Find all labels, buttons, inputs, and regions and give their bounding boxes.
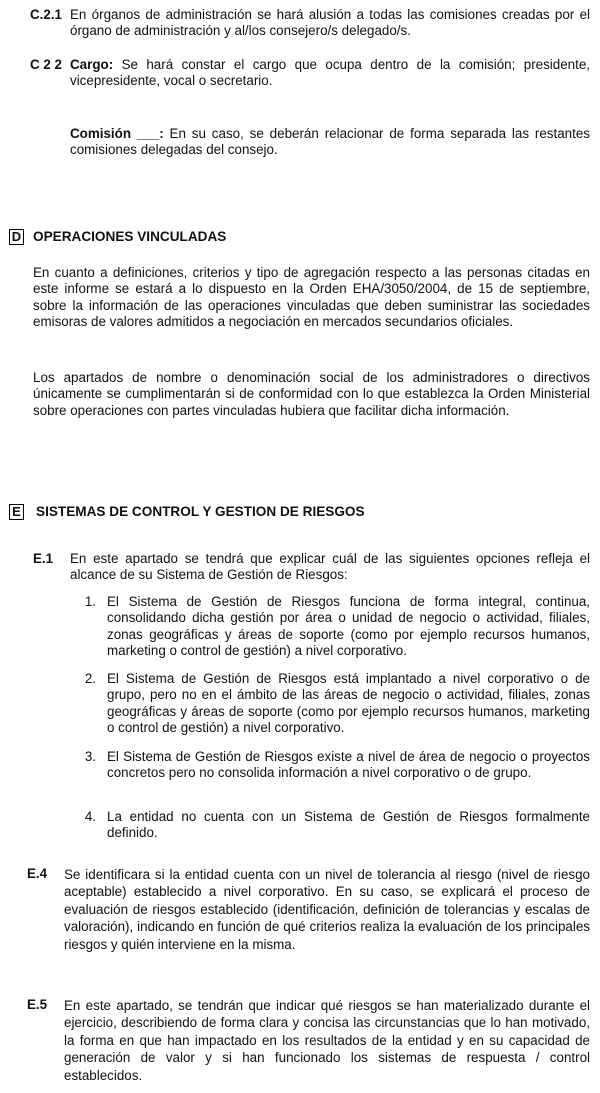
section-e-title: SISTEMAS DE CONTROL Y GESTION DE RIESGOS — [36, 504, 365, 519]
c21-label: C.2.1 — [30, 7, 63, 22]
e4-label: E.4 — [27, 866, 48, 881]
e1-item-3-number: 3. — [84, 749, 96, 764]
e5-text: En este apartado, se tendrán que indicar qué riesgos se han materializado durante el ejercicio, describiendo de forma clara y concisa las circunstancias que lo han motivado, la forma en que han impactado en los resultados de la entidad y en su capacidad de generación de valor y si han funcionado los sistemas de respuesta / control establecidos. — [64, 998, 590, 1083]
e4-text: Se identificara si la entidad cuenta con un nivel de tolerancia al riesgo (nivel de riesgo aceptable) establecido a nivel corporativo. En su caso, se explicará el proceso de evaluación de riesgos establecido (identificación, definición de tolerancias y escalas de valoración), indicando en función de qué criterios realiza la evaluación de los principales riesgos y quién interviene en la misma. — [64, 867, 590, 952]
c22-label: C 2 2 — [30, 57, 63, 72]
c21-text: En órganos de administración se hará alusión a todas las comisiones creadas por el órgano de administración y al/los consejero/s delegado/s. — [70, 7, 590, 39]
e1-item-1-number: 1. — [84, 594, 96, 609]
e1-item-2-number: 2. — [84, 671, 96, 686]
c22-text: Se hará constar el cargo que ocupa dentro de la comisión; presidente, vicepresidente, vocal o secretario. — [70, 57, 590, 89]
e1-item-4-text: La entidad no cuenta con un Sistema de Gestión de Riesgos formalmente definido. — [107, 809, 590, 841]
section-d-title: OPERACIONES VINCULADAS — [33, 229, 227, 244]
c22-bold: Cargo: — [70, 57, 114, 72]
e1-text: En este apartado se tendrá que explicar cuál de las siguientes opciones refleja el alcance de su Sistema de Gestión de Riesgos: — [70, 551, 590, 583]
e1-item-1-text: El Sistema de Gestión de Riesgos funciona de forma integral, continua, consolidando dicha gestión por área o unidad de negocio o actividad, filiales, zonas geográficas y áreas de soporte (como por ejemplo recursos humanos, marketing o control de gestión) a nivel corporativo. — [107, 594, 590, 659]
comision-paragraph — [70, 126, 590, 159]
e1-item-3-text: El Sistema de Gestión de Riesgos existe a nivel de área de negocio o proyectos concretos pero no consolida información a nivel corporativo o de grupo. — [107, 749, 590, 781]
section-d-paragraph-2: Los apartados de nombre o denominación social de los administradores o directivos únicamente se cumplimentarán si de conformidad con lo que establezca la Orden Ministerial sobre operaciones con partes vinculadas hubiera que facilitar dicha información. — [33, 370, 590, 418]
c22-paragraph — [70, 57, 590, 90]
comision-bold: Comisión ___: — [70, 126, 164, 141]
section-d-letter-box: D — [9, 229, 24, 245]
comision-text: En su caso, se deberán relacionar de forma separada las restantes comisiones delegadas del consejo. — [70, 126, 590, 158]
e1-label: E.1 — [33, 551, 54, 566]
e1-item-2-text: El Sistema de Gestión de Riesgos está implantado a nivel corporativo o de grupo, pero no en el ámbito de las áreas de negocio o actividad, filiales, zonas geográficas y áreas de soporte (como por ejemplo recursos humanos, marketing o control de gestión) a nivel corporativo. — [107, 671, 590, 736]
e5-label: E.5 — [27, 997, 48, 1012]
section-e-letter-box: E — [9, 504, 24, 520]
section-d-paragraph-1: En cuanto a definiciones, criterios y tipo de agregación respecto a las personas citadas en este informe se estará a lo dispuesto en la Orden EHA/3050/2004, de 15 de septiembre, sobre la información de las operaciones vinculadas que deben suministrar las sociedades emisoras de valores admitidos a negociación en mercados secundarios oficiales. — [33, 265, 590, 330]
e1-item-4-number: 4. — [84, 809, 96, 824]
